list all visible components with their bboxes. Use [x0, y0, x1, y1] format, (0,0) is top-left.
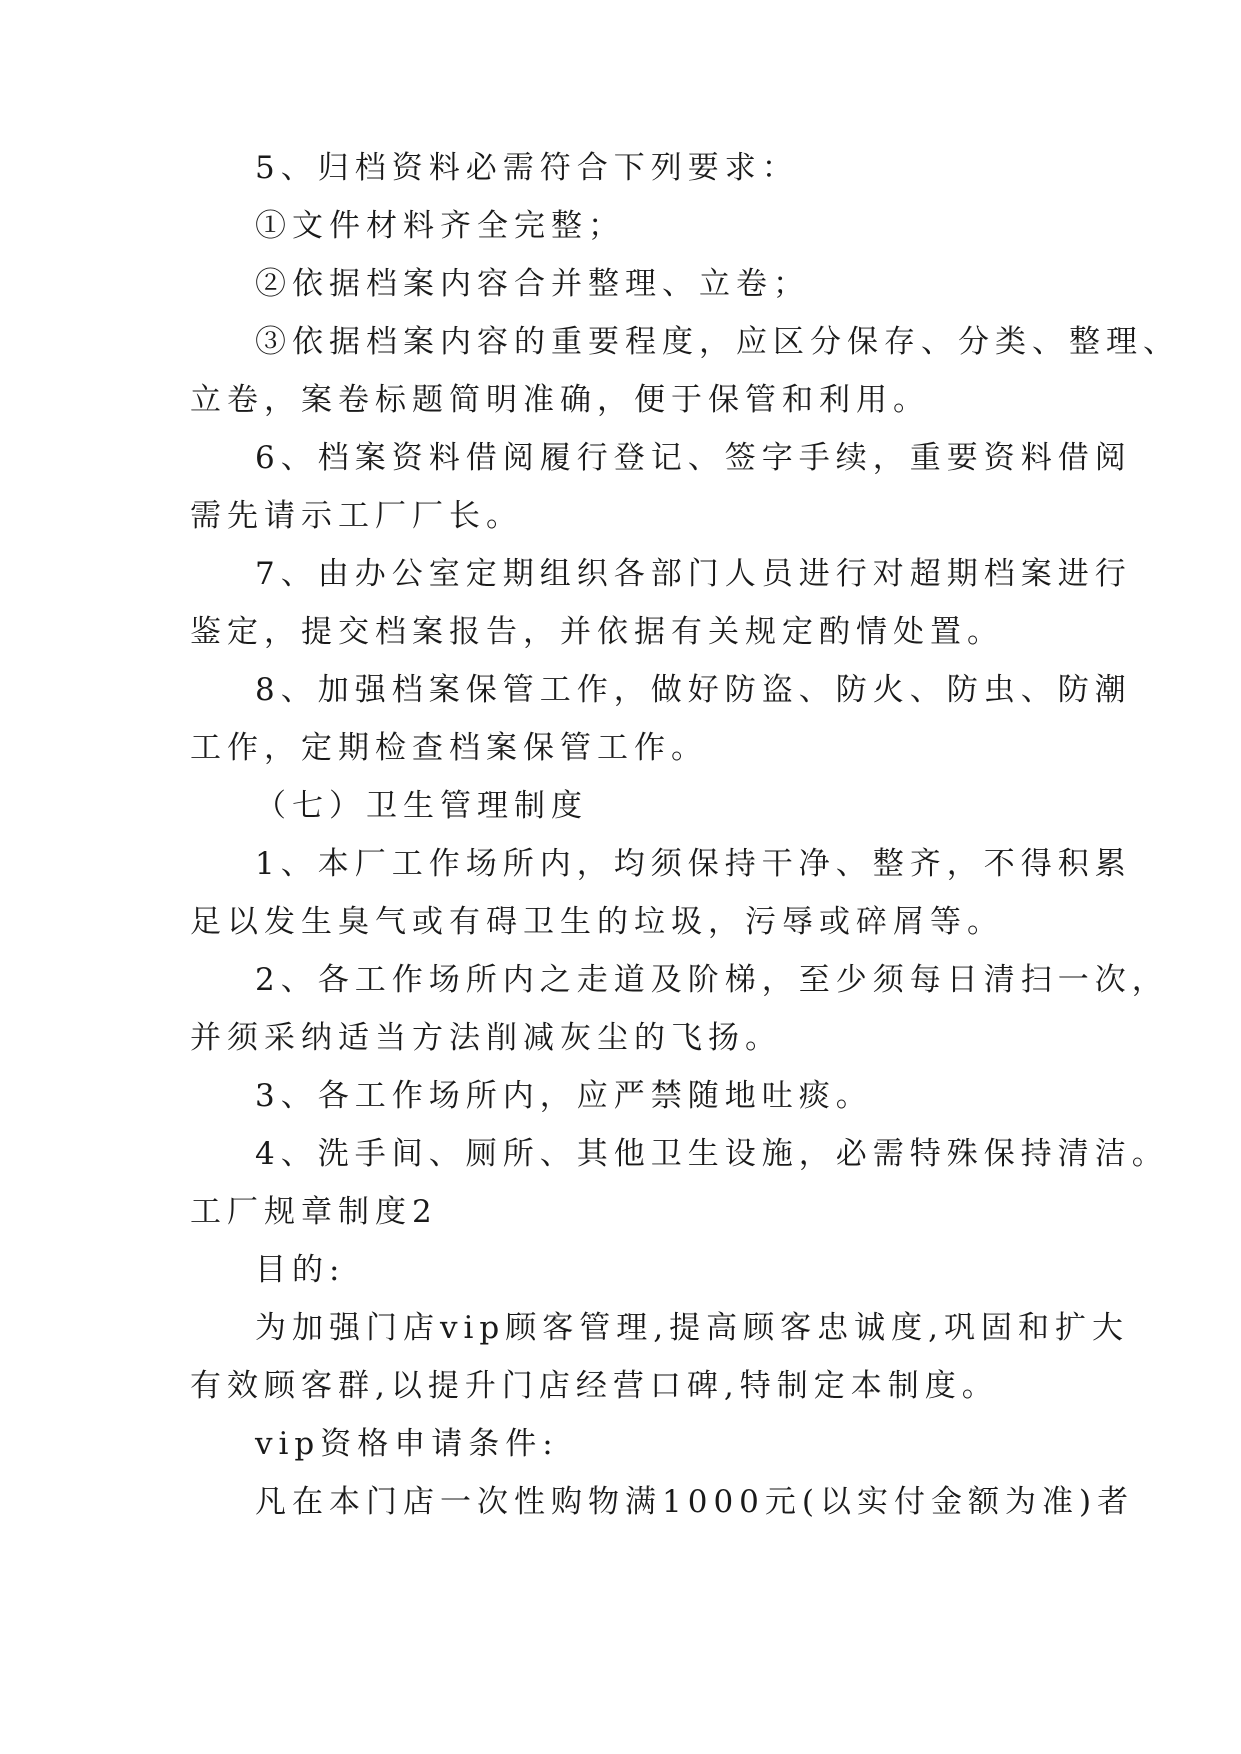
text-line-vip-conditions: vip资格申请条件:	[255, 1426, 559, 1462]
text-line-purpose-label: 目的:	[255, 1252, 346, 1288]
text-line-item-2: ②依据档案内容合并整理、立卷；	[255, 266, 810, 302]
text-line-rule-6: 6、档案资料借阅履行登记、签字手续，重要资料借阅	[255, 440, 1132, 476]
text-line-item-1: ①文件材料齐全完整；	[255, 208, 625, 244]
document-title-factory-rules-2: 工厂规章制度2	[190, 1194, 438, 1230]
section-heading-hygiene: （七）卫生管理制度	[255, 788, 588, 824]
text-line-hygiene-1: 1、本厂工作场所内，均须保持干净、整齐，不得积累	[255, 846, 1132, 882]
text-line-item-3-cont: 立卷，案卷标题简明准确，便于保管和利用。	[190, 382, 930, 418]
text-line-rule-8-cont: 工作，定期检查档案保管工作。	[190, 730, 708, 766]
text-line-purpose: 为加强门店vip顾客管理,提高顾客忠诚度,巩固和扩大	[255, 1310, 1129, 1346]
text-line-rule-7: 7、由办公室定期组织各部门人员进行对超期档案进行	[255, 556, 1132, 592]
text-line-hygiene-4: 4、洗手间、厕所、其他卫生设施，必需特殊保持清洁。	[255, 1136, 1169, 1172]
text-line-hygiene-1-cont: 足以发生臭气或有碍卫生的垃圾，污辱或碎屑等。	[190, 904, 1004, 940]
text-line-rule-6-cont: 需先请示工厂厂长。	[190, 498, 523, 534]
text-line-purpose-cont: 有效顾客群,以提升门店经营口碑,特制定本制度。	[190, 1368, 999, 1404]
text-line-item-3: ③依据档案内容的重要程度，应区分保存、分类、整理、	[255, 324, 1180, 360]
text-line-requirements: 5、归档资料必需符合下列要求：	[255, 150, 799, 186]
text-line-vip-condition-1: 凡在本门店一次性购物满1000元(以实付金额为准)者	[255, 1484, 1135, 1520]
text-line-hygiene-3: 3、各工作场所内，应严禁随地吐痰。	[255, 1078, 873, 1114]
text-line-hygiene-2-cont: 并须采纳适当方法削减灰尘的飞扬。	[190, 1020, 782, 1056]
text-line-hygiene-2: 2、各工作场所内之走道及阶梯，至少须每日清扫一次，	[255, 962, 1169, 998]
text-line-rule-7-cont: 鉴定，提交档案报告，并依据有关规定酌情处置。	[190, 614, 1004, 650]
text-line-rule-8: 8、加强档案保管工作，做好防盗、防火、防虫、防潮	[255, 672, 1132, 708]
